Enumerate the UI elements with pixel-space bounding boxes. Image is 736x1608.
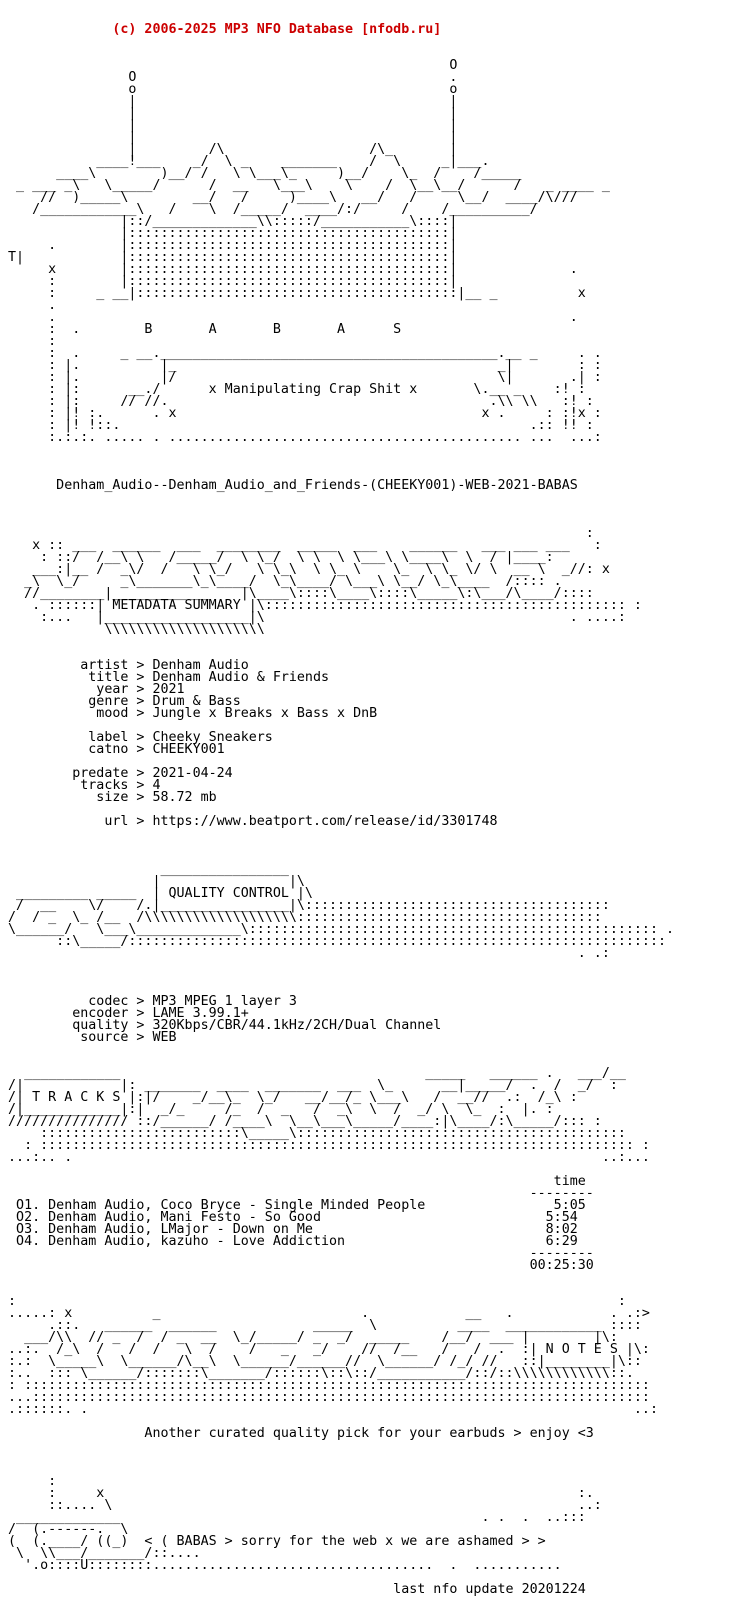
nfo-line: ___/\\ // _ / / _ __ \_/_____/ _ _/ _____ /__/ ___ | |\: [0,1330,618,1345]
nfo-line: codec > MP3 MPEG 1 layer 3 [0,994,297,1009]
nfo-line: o o [0,82,458,97]
nfo-line: genre > Drum & Bass [0,694,241,709]
nfo-line: . [0,298,57,313]
nfo-line: _________ _____ | QUALITY CONTROL |\ [0,886,313,901]
nfo-line: \______/ \___\_____________\::::::::::::::::::::::::::::::::::::::::::::::::::: . [0,922,675,937]
nfo-line: : :::::::::::::::::::::::::::::::::::::::::::::::::::::::::::::::::::::::::: : [0,1138,650,1153]
nfo-line: .::. ______ ______ _____ \ ____ ____________ :::: [0,1318,642,1333]
nfo-line: /|____________|:| _/_ /_ / _ / _\ \ / _/ \ \_ : |. : [0,1102,554,1117]
nfo-line [0,1452,736,1464]
nfo-line: last nfo update 20201224 [0,1582,586,1597]
nfo-line: Another curated quality pick for your earbuds > enjoy <3 [0,1426,594,1441]
nfo-line: : x :. [0,1486,594,1501]
nfo-line: title > Denham Audio & Friends [0,670,329,685]
nfo-line: // )_____\ __/ / )____\ __/ / \__/ ____/\/// [0,190,578,205]
nfo-line: /////////////// ::/______/ /____\ \__\___\_____/____:|\____/:\_____/::: : [0,1114,602,1129]
nfo-line [0,1440,736,1452]
nfo-line: T| |::::::::::::::::::::::::::::::::::::::::| [0,250,458,265]
nfo-line: x :: ___ ______ ___ ________ _____ ___ ______ ___ ___ ___ : [0,538,602,553]
nfo-line: . .: [0,946,610,961]
nfo-line: label > Cheeky Sneakers [0,730,273,745]
nfo-line: : |::::::::::::::::::::::::::::::::::::::::| [0,274,458,289]
nfo-line: :.. ::: \______/:::::::\_______/::::::\::\::/___________/::/::\\\\\\\\\\\\::. [0,1366,634,1381]
nfo-line: ____!___ _/ \ _ _______ / \ _|___. [0,154,490,169]
nfo-line [0,1572,736,1584]
nfo-line: artist > Denham Audio [0,658,249,673]
nfo-line: .....: x _ . __ . . .:> [0,1306,650,1321]
nfo-line: . ::::::| METADATA SUMMARY |\::::::::::::::::::::::::::::::::::::::::::::: : [0,598,642,613]
nfo-line: | |\ [0,874,305,889]
nfo-line: :.:.:. ..... . ............................................ ... ...: [0,430,602,445]
nfo-line: \\\\\\\\\\\\\\\\\\\\ [0,622,265,637]
nfo-line: :.: \_____\ \______/\__\ \______/______// \______/ /_/ // ::|________|\:: [0,1354,642,1369]
nfo-line: /| T R A C K S |:|/ _/__\_ \_/ __/__/_ \___\ / __// .: /_\ : [0,1090,578,1105]
nfo-line [0,504,736,516]
nfo-database-header: (c) 2006-2025 MP3 NFO Database [nfodb.ru] [0,22,442,37]
nfo-line: : |. |_ _| : : [0,358,602,373]
nfo-line: : [0,1474,57,1489]
nfo-line: O1. Denham Audio, Coco Bryce - Single Minded People 5:05 [0,1198,586,1213]
nfo-line: O2. Denham Audio, Mani Festo - So Good 5:54 [0,1210,578,1225]
nfo-line: predate > 2021-04-24 [0,766,233,781]
nfo-line: : ::/ /__\ \ /_____/ \ \_/ \ \ \ \___\ \____\ \ / |____: [0,550,554,565]
nfo-line: / / _ \_ /__ /\\\\\\\\\\\\\\\\\\\:::::::::::::::::::::::::::::::::::::: [0,910,602,925]
nfo-line: : _ __|::::::::::::::::::::::::::::::::::::::::|__ _ x [0,286,586,301]
nfo-line: _ ___ _\ \_____/ / __ \___\ \ / \__\__/ / _ ____ _ [0,178,610,193]
nfo-line: Denham_Audio--Denham_Audio_and_Friends-(CHEEKY001)-WEB-2021-BABAS [0,478,578,493]
nfo-line [0,840,736,852]
nfo-line: catno > CHEEKY001 [0,742,225,757]
nfo-line: ..:. /_\ / / / \ / / _ _/ // /__ / / . :| N O T E S |\: [0,1342,650,1357]
nfo-line: ::\_____/::::::::::::::::::::::::::::::::::::::::::::::::::::::::::::::::::: [0,934,667,949]
nfo-line: : [0,526,594,541]
nfo-line: : |! :. . x x . : :!x : [0,406,602,421]
nfo-line: mood > Jungle x Breaks x Bass x DnB [0,706,378,721]
nfo-line: time [0,1174,586,1189]
nfo-line: 00:25:30 [0,1258,594,1273]
nfo-line: ________________ [0,862,289,877]
nfo-line: size > 58.72 mb [0,790,217,805]
nfo-line: .::::::. . ..: [0,1402,658,1417]
nfo-line: / __ \/ /.|________________|\:::::::::::::::::::::::::::::::::::::: [0,898,610,913]
nfo-line: . . [0,310,578,325]
nfo-line: : |: // //. .\\ \\ :! : [0,394,594,409]
nfo-line: :... |__________________|\ . ....: [0,610,626,625]
nfo-line: : . B A B A S [0,322,402,337]
nfo-line: :::::::::::::::::::::::::\_____\::::::::::::::::::::::::::::::::::::::::: [0,1126,626,1141]
nfo-line: quality > 320Kbps/CBR/44.1kHz/2CH/Dual Channel [0,1018,442,1033]
nfo-line: : : [0,1294,626,1309]
nfo-line: -------- [0,1246,594,1261]
nfo-line [0,1464,736,1476]
nfo-line: | | [0,118,458,133]
nfo-line: | | [0,130,458,145]
nfo-line [0,960,736,972]
nfo-line [0,492,736,504]
nfo-line: |::::::::::::::::::::::::::::::::::::::::| [0,226,458,241]
nfo-line [0,828,736,840]
nfo-line: x |::::::::::::::::::::::::::::::::::::::::| . [0,262,578,277]
nfo-line: \ \\___/_______/::.... [0,1546,201,1561]
nfo-line [0,972,736,984]
nfo-line [0,1044,736,1056]
nfo-line [0,444,736,456]
nfo-line: : . _ __.__________________________________________.__ _ . . [0,346,602,361]
nfo-line: . |::::::::::::::::::::::::::::::::::::::::| [0,238,458,253]
nfo-line: : |. |/ \| .| : [0,370,602,385]
nfo-line: url > https://www.beatport.com/release/id/3301748 [0,814,498,829]
nfo-line [0,1272,736,1284]
nfo-line: : |: __./ x Manipulating Crap Shit x \.__ _ :! : [0,382,586,397]
nfo-line: ____\ )__/ / \ \___\_ )__/ \_ / /_____ [0,166,522,181]
nfo-line: tracks > 4 [0,778,161,793]
nfo-line: ::.... \ ..: [0,1498,602,1513]
nfo-line: /____________\ / \ /_____/ ____/:/ / /__________/ [0,202,538,217]
nfo-line: _____________ . . . ..::: [0,1510,586,1525]
nfo-line: : [0,334,57,349]
nfo-line: | | [0,94,458,109]
nfo-line: O3. Denham Audio, LMajor - Down on Me 8:02 [0,1222,578,1237]
nfo-line: -------- [0,1186,594,1201]
nfo-line: '.o::::U::::::::................................... . ........... [0,1558,562,1573]
nfo-line: encoder > LAME 3.99.1+ [0,1006,249,1021]
nfo-line: O [0,58,458,73]
nfo-line: ____________ _____ ______ . ___/__ [0,1066,626,1081]
nfo-line: / (.------. \ [0,1522,129,1537]
nfo-line [0,456,736,468]
nfo-line: | /\ /\_ | [0,142,458,157]
nfo-line: : :::::::::::::::::::::::::::::::::::::::::::::::::::::::::::::::::::::::::::::: [0,1378,650,1393]
nfo-line: ...:.. . ..:... [0,1150,650,1165]
nfo-line: : |! !::. .:: !! : [0,418,594,433]
nfo-line: source > WEB [0,1030,177,1045]
nfo-line: | | [0,106,458,121]
nfo-line: //________|____________ |\____\::::\____\::::\_____\:\___/\____/:::: [0,586,594,601]
nfo-line: ( (.____/ ((_) < ( BABAS > sorry for the web x we are ashamed > > [0,1534,546,1549]
nfo-line: ___:|__ / _\/ / \ \_/ \ \_\ \ \_ \ \_ \ \_ \/ \ __ \ _//: x [0,562,610,577]
nfo-body [0,60,736,1596]
nfo-line: O . [0,70,458,85]
nfo-line: year > 2021 [0,682,185,697]
nfo-line: /| |: _______ ____ _______ ___ \_ __|_____/ . / _/ : [0,1078,618,1093]
nfo-line: |::/_____________\\:::::/___________\::::| [0,214,458,229]
nfo-line: ...::::::::::::::::::::::::::::::::::::::::::::::::::::::::::::::::::::::::::::: [0,1390,650,1405]
nfo-line: O4. Denham Audio, kazuho - Love Addiction 6:29 [0,1234,578,1249]
nfo-line [0,636,736,648]
nfo-line: _\ \_/ _\_______\_\____/ \_\____/ \___\ \__/ \_\____ /:::: . [0,574,562,589]
